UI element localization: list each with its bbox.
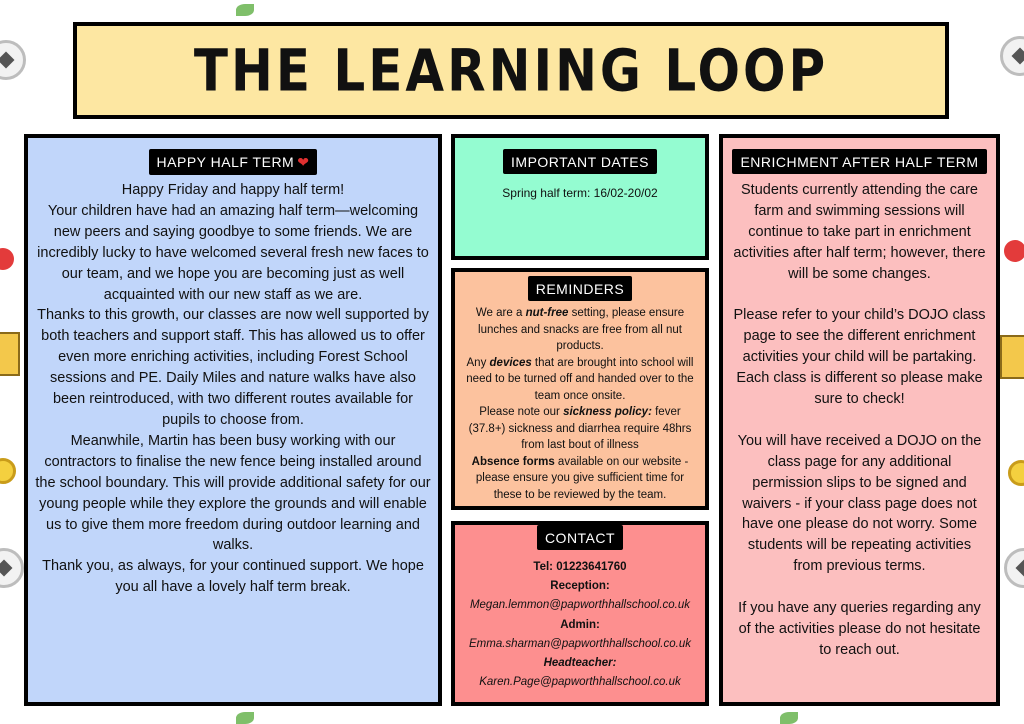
football-icon [1000, 36, 1024, 76]
contact-admin-label: Admin: [560, 618, 600, 631]
contact-body [455, 550, 705, 692]
enrichment-paragraph: Students currently attending the care farm and swimming sessions will continue to take part in enrichment activities after half term; however, there will be some changes. [733, 182, 986, 282]
important-dates-text: Spring half term: 16/02-20/02 [502, 186, 658, 200]
enrichment-body [723, 174, 996, 661]
enrichment-paragraph: If you have any queries regarding any of the activities please do not hesitate to reach out. [738, 600, 981, 658]
contact-headteacher-label: Headteacher: [543, 657, 617, 670]
book-icon [0, 332, 20, 376]
reminder-text: setting, please ensure lunches and snacks are free from all nut products. [478, 307, 685, 352]
enrichment-panel [719, 134, 1000, 706]
football-icon [0, 40, 26, 80]
page-title: THE LEARNING LOOP [193, 37, 829, 104]
title-banner [73, 22, 949, 119]
important-dates-heading: IMPORTANT DATES [503, 149, 657, 174]
half-term-paragraph: Happy Friday and happy half term! [121, 182, 345, 198]
half-term-paragraph: Thank you, as always, for your continued support. We hope you all have a lovely half term break. [42, 558, 424, 596]
half-term-paragraph: Meanwhile, Martin has been busy working with our contractors to finalise the new fence being installed around the school boundary. This will provide additional safety for our young people while they explore the grounds and will enable us to give them more freedom during outdoor learning and walks. [35, 432, 431, 554]
half-term-body [28, 175, 438, 598]
contact-reception-email[interactable]: Megan.lemmon@papworthhallschool.co.uk [469, 599, 691, 612]
reminders-heading: REMINDERS [528, 276, 633, 301]
half-term-heading-text: HAPPY HALF TERM [156, 154, 295, 170]
reminder-emphasis: nut-free [525, 307, 569, 319]
book-icon [1000, 335, 1024, 379]
reminders-panel [451, 268, 709, 510]
contact-reception-label: Reception: [550, 580, 610, 593]
half-term-panel [24, 134, 442, 706]
leaf-icon [236, 4, 254, 16]
reminder-text: We are a [475, 307, 526, 319]
enrichment-heading: ENRICHMENT AFTER HALF TERM [732, 149, 986, 174]
contact-panel [451, 521, 709, 706]
reminder-nut-free [465, 305, 695, 355]
medal-icon [0, 458, 16, 484]
half-term-paragraph: Your children have had an amazing half term—welcoming new peers and saying goodbye to some friends. We are incredibly lucky to have welcomed several fresh new faces to our team, and we hope you are becoming just as well acquainted with our new staff as we are. [37, 202, 429, 303]
football-icon [1004, 548, 1024, 588]
reminder-text: available on our website - please ensure you give sufficient time for these to be reviewed by the team. [475, 455, 689, 501]
medal-icon [1008, 460, 1024, 486]
reminder-absence [465, 454, 695, 504]
reminders-body [455, 301, 705, 503]
leaf-icon [236, 712, 254, 724]
leaf-icon [780, 712, 798, 724]
enrichment-paragraph: You will have received a DOJO on the class page for any additional permission slips to be signed and waivers - if your class page does not have one please do not worry. Some students will be repeating activities from previous terms. [737, 432, 982, 575]
half-term-paragraph: Thanks to this growth, our classes are now well supported by both teachers and support staff. This has allowed us to offer even more enriching activities, including Forest School sessions and PE. Daily Miles and nature walks have also been reintroduced, with two different routes available for pupils to choose from. [37, 307, 429, 428]
half-term-heading [149, 149, 318, 175]
heart-icon: ❤ [297, 154, 310, 170]
reminder-devices [465, 355, 695, 405]
reminder-text: Any [466, 356, 490, 369]
reminder-text: fever (37.8+) sickness and diarrhea require 48hrs from last bout of illness [468, 406, 692, 451]
apple-icon [1004, 240, 1024, 262]
important-dates-panel [451, 134, 709, 260]
reminder-emphasis: sickness policy: [563, 406, 652, 418]
enrichment-paragraph: Please refer to your child’s DOJO class page to see the different enrichment activities your child will be partaking. Each class is different so please make sure to check! [733, 307, 986, 408]
apple-icon [0, 248, 14, 270]
contact-heading: CONTACT [537, 525, 623, 550]
reminder-emphasis: devices [489, 356, 532, 369]
contact-admin-email[interactable]: Emma.sharman@papworthhallschool.co.uk [469, 637, 691, 650]
contact-tel: Tel: 01223641760 [533, 561, 627, 573]
contact-headteacher-email[interactable]: Karen.Page@papworthhallschool.co.uk [479, 676, 681, 689]
reminder-sickness [465, 404, 695, 454]
football-icon [0, 548, 24, 588]
reminder-emphasis: Absence forms [471, 455, 555, 468]
reminder-text: that are brought into school will need to be turned off and handed over to the team once onsite. [466, 356, 694, 402]
reminder-text: Please note our [479, 406, 564, 418]
